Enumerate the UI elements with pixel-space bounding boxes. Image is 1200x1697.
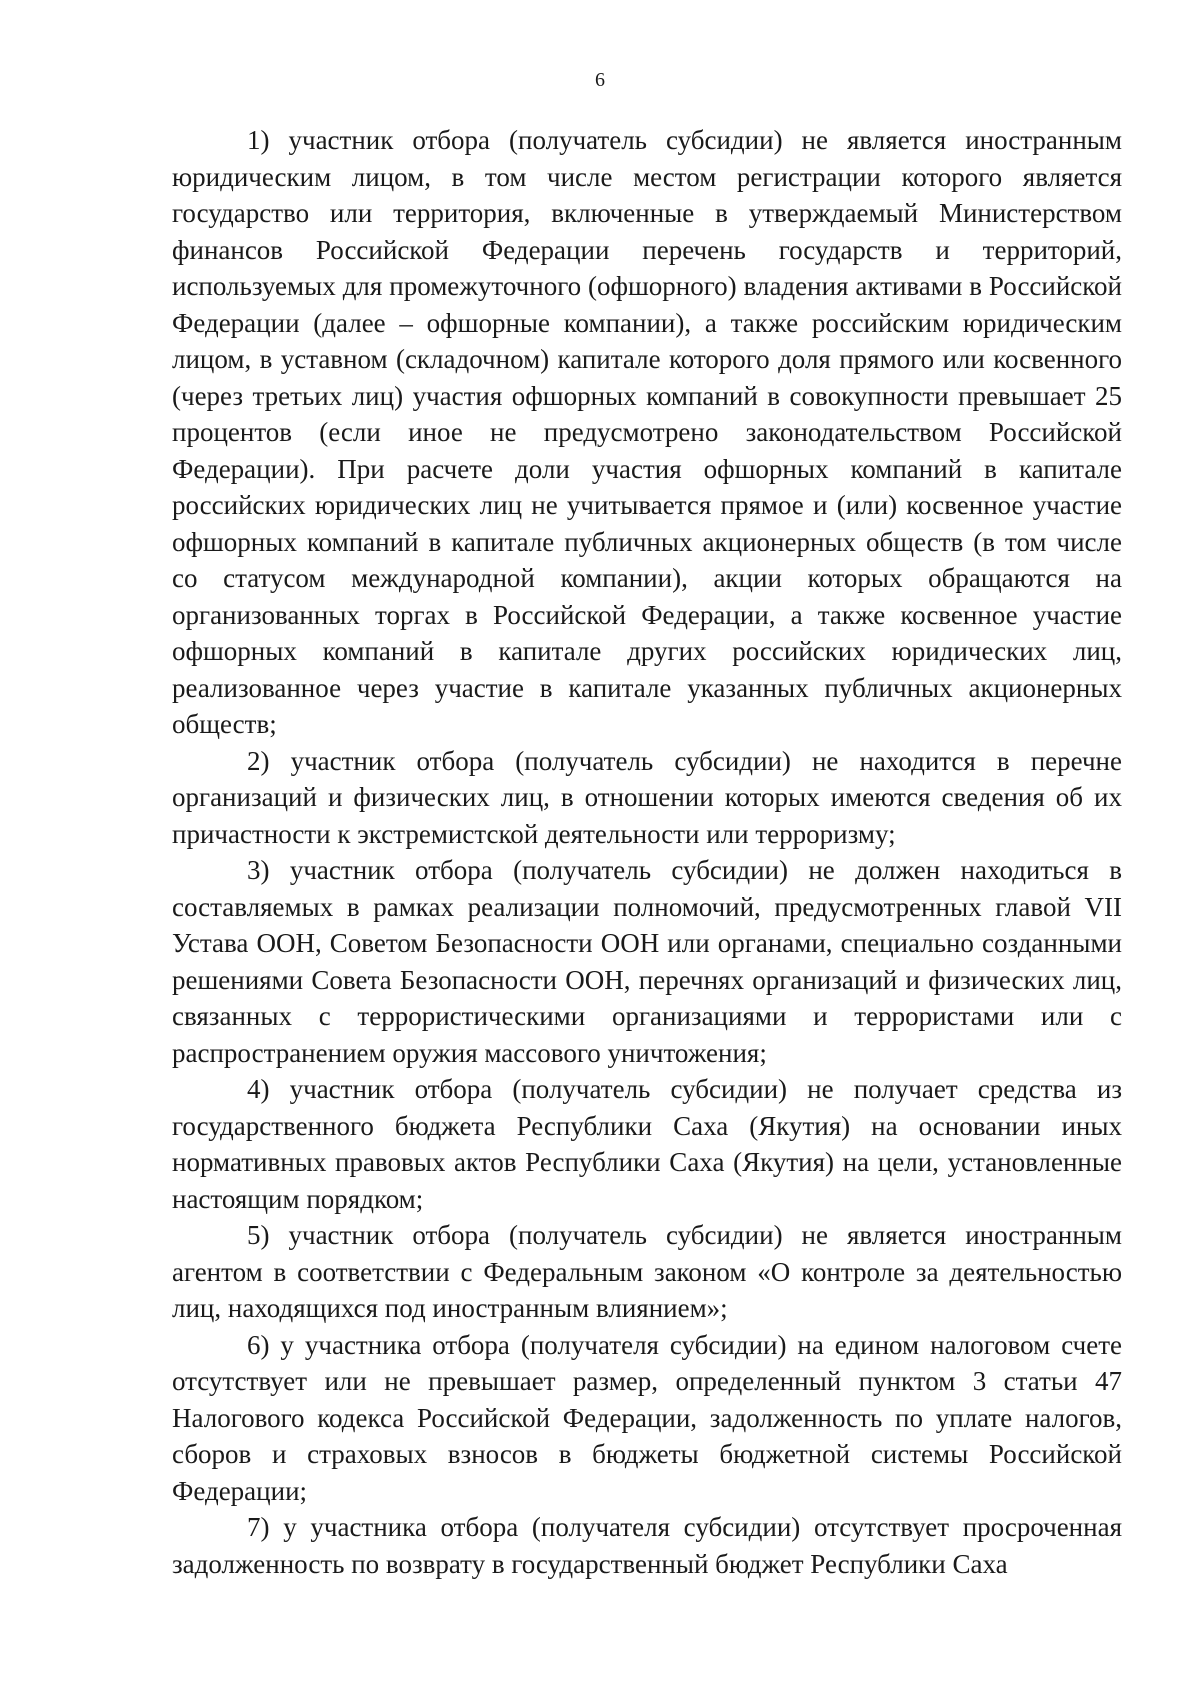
paragraph-item-2: 2) участник отбора (получатель субсидии) не находится в перечне организаций и физических лиц, в отношении которых имеются сведения об их причастности к экстремистской деятельности или терроризму; — [172, 745, 1122, 849]
page-number: 6 — [595, 69, 605, 91]
document-body — [172, 122, 1122, 1582]
paragraph-item-4: 4) участник отбора (получатель субсидии) не получает средства из государственного бюджета Республики Саха (Якутия) на основании иных нормативных правовых актов Республики Саха (Якутия) на цели, установленные настоящим порядком; — [172, 1074, 1122, 1214]
paragraph-item-5: 5) участник отбора (получатель субсидии) не является иностранным агентом в соответствии с Федеральным законом «О контроле за деятельностью лиц, находящихся под иностранным влиянием»; — [172, 1220, 1122, 1323]
paragraph-item-6: 6) у участника отбора (получателя субсидии) на едином налоговом счете отсутствует или не превышает размер, определенный пунктом 3 статьи 47 Налогового кодекса Российской Федерации, задолженность по уплате налогов, сборов и страховых взносов в бюджеты бюджетной системы Российской Федерации; — [172, 1329, 1122, 1506]
paragraph-item-1: 1) участник отбора (получатель субсидии) не является иностранным юридическим лицом, в том числе местом регистрации которого является государство или территория, включенные в утверждаемый Министерством финансов Российской Федерации перечень государств и территорий, используемых для промежуточного (офшорного) владения активами в Российской Федерации (далее – офшорные компании), а также российским юридическим лицом, в уставном (складочном) капитале которого доля прямого или косвенного (через третьих лиц) участия офшорных компаний в совокупности превышает 25 процентов (если иное не предусмотрено законодательством Российской Федерации). При расчете доли участия офшорных компаний в капитале российских юридических лиц не учитывается прямое и (или) косвенное участие офшорных компаний в капитале публичных акционерных обществ (в том числе со статусом международной компании), акции которых обращаются на организованных торгах в Российской Федерации, а также косвенное участие офшорных компаний в капитале других российских юридических лиц, реализованное через участие в капитале указанных публичных акционерных обществ; — [172, 125, 1122, 739]
paragraph-item-7: 7) у участника отбора (получателя субсидии) отсутствует просроченная задолженность по возврату в государственный бюджет Республики Саха — [172, 1512, 1122, 1579]
paragraph-item-3: 3) участник отбора (получатель субсидии) не должен находиться в составляемых в рамках реализации полномочий, предусмотренных главой VII Устава ООН, Советом Безопасности ООН или органами, специально созданными решениями Совета Безопасности ООН, перечнях организаций и физических лиц, связанных с террористическими организациями и террористами или с распространением оружия массового уничтожения; — [172, 855, 1122, 1068]
